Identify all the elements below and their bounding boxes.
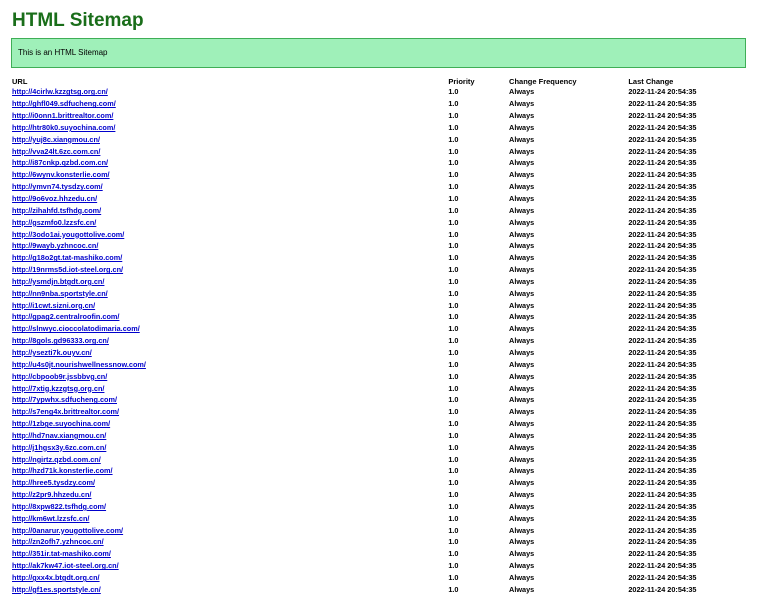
table-row [11, 501, 736, 513]
sitemap-link[interactable]: http://zn2ofh7.yzhncoc.cn/ [12, 537, 104, 547]
priority-cell: 1.0 [448, 134, 459, 144]
priority-cell: 1.0 [448, 111, 459, 121]
sitemap-link[interactable]: http://g18o2gt.tat-mashiko.com/ [12, 253, 123, 263]
table-row [11, 524, 736, 536]
last-change-cell: 2022-11-24 20:54:35 [628, 537, 697, 547]
last-change-cell: 2022-11-24 20:54:35 [628, 205, 697, 215]
sitemap-link[interactable]: http://cbpoob9r.jssbbvg.cn/ [12, 371, 108, 381]
url-cell [11, 524, 447, 536]
sitemap-link[interactable]: http://ak7kw47.iot-steel.org.cn/ [12, 561, 119, 571]
last-change-cell: 2022-11-24 20:54:35 [628, 122, 697, 132]
change-frequency-cell: Always [509, 407, 535, 417]
last-change-cell: 2022-11-24 20:54:35 [628, 158, 697, 168]
table-row [11, 477, 736, 489]
sitemap-link[interactable]: http://7xtig.kzzgtsg.org.cn/ [12, 383, 105, 393]
last-change-cell: 2022-11-24 20:54:35 [628, 407, 697, 417]
sitemap-link[interactable]: http://4cirlw.kzzgtsg.org.cn/ [12, 87, 108, 97]
change-frequency-cell: Always [509, 99, 535, 109]
url-cell [11, 347, 447, 359]
change-frequency-cell: Always [509, 194, 535, 204]
change-frequency-cell: Always [509, 87, 535, 97]
table-row [11, 347, 736, 359]
sitemap-link[interactable]: http://hd7nav.xiangmou.cn/ [12, 430, 107, 440]
sitemap-link[interactable]: http://i1cwt.sizni.org.cn/ [12, 300, 96, 310]
last-change-cell: 2022-11-24 20:54:35 [628, 265, 697, 275]
sitemap-link[interactable]: http://slnwyc.cioccolatodimaria.com/ [12, 324, 140, 334]
last-change-cell: 2022-11-24 20:54:35 [628, 478, 697, 488]
url-cell [11, 477, 447, 489]
table-row [11, 193, 736, 205]
last-change-cell: 2022-11-24 20:54:35 [628, 584, 697, 594]
change-frequency-cell: Always [509, 478, 535, 488]
url-cell [11, 264, 447, 276]
sitemap-link[interactable]: http://gpag2.centralroofin.com/ [12, 312, 120, 322]
priority-cell: 1.0 [448, 549, 459, 559]
sitemap-link[interactable]: http://htr80k0.suyochina.com/ [12, 122, 116, 132]
sitemap-link[interactable]: http://9o6voz.hhzedu.cn/ [12, 194, 98, 204]
priority-cell: 1.0 [448, 359, 459, 369]
sitemap-notice: This is an HTML Sitemap [11, 38, 746, 68]
sitemap-link[interactable]: http://7ypwhx.sdfucheng.com/ [12, 395, 117, 405]
sitemap-link[interactable]: http://19nrms5d.iot-steel.org.cn/ [12, 265, 124, 275]
last-change-cell: 2022-11-24 20:54:35 [628, 276, 697, 286]
last-change-cell: 2022-11-24 20:54:35 [628, 111, 697, 121]
sitemap-link[interactable]: http://gszmfo0.lzzsfc.cn/ [12, 217, 97, 227]
sitemap-link[interactable]: http://ghfl049.sdfucheng.com/ [12, 99, 116, 109]
url-cell [11, 110, 447, 122]
priority-cell: 1.0 [448, 407, 459, 417]
change-frequency-cell: Always [509, 430, 535, 440]
sitemap-link[interactable]: http://0anarur.yougottolive.com/ [12, 525, 124, 535]
table-row [11, 276, 736, 288]
priority-cell: 1.0 [448, 490, 459, 500]
change-frequency-cell: Always [509, 217, 535, 227]
sitemap-link[interactable]: http://km6wt.lzzsfc.cn/ [12, 513, 90, 523]
sitemap-link[interactable]: http://ysezti7k.ouyv.cn/ [12, 347, 92, 357]
change-frequency-cell: Always [509, 241, 535, 251]
url-cell [11, 548, 447, 560]
sitemap-link[interactable]: http://6wynv.konsterlie.com/ [12, 170, 110, 180]
url-cell [11, 133, 447, 145]
last-change-cell: 2022-11-24 20:54:35 [628, 347, 697, 357]
change-frequency-cell: Always [509, 324, 535, 334]
last-change-cell: 2022-11-24 20:54:35 [628, 146, 697, 156]
last-change-cell: 2022-11-24 20:54:35 [628, 561, 697, 571]
last-change-cell: 2022-11-24 20:54:35 [628, 419, 697, 429]
change-frequency-cell: Always [509, 300, 535, 310]
url-cell [11, 572, 447, 584]
priority-cell: 1.0 [448, 347, 459, 357]
table-row [11, 122, 736, 134]
last-change-cell: 2022-11-24 20:54:35 [628, 241, 697, 251]
change-frequency-cell: Always [509, 170, 535, 180]
url-cell [11, 240, 447, 252]
table-row [11, 181, 736, 193]
column-header-priority: Priority [448, 76, 475, 86]
url-cell [11, 512, 447, 524]
url-cell [11, 204, 447, 216]
url-cell [11, 453, 447, 465]
sitemap-link[interactable]: http://i0onn1.brittrealtor.com/ [12, 111, 114, 121]
table-row [11, 465, 736, 477]
last-change-cell: 2022-11-24 20:54:35 [628, 217, 697, 227]
last-change-cell: 2022-11-24 20:54:35 [628, 170, 697, 180]
last-change-cell: 2022-11-24 20:54:35 [628, 336, 697, 346]
column-header-last-change: Last Change [628, 76, 674, 86]
change-frequency-cell: Always [509, 253, 535, 263]
sitemap-link[interactable]: http://s7eng4x.brittrealtor.com/ [12, 407, 120, 417]
url-cell [11, 86, 447, 98]
priority-cell: 1.0 [448, 122, 459, 132]
change-frequency-cell: Always [509, 573, 535, 583]
sitemap-link[interactable]: http://ysmdjn.btgdt.org.cn/ [12, 276, 105, 286]
sitemap-table [11, 76, 736, 595]
url-cell [11, 465, 447, 477]
last-change-cell: 2022-11-24 20:54:35 [628, 229, 697, 239]
url-cell [11, 216, 447, 228]
change-frequency-cell: Always [509, 454, 535, 464]
table-row [11, 98, 736, 110]
url-cell [11, 501, 447, 513]
sitemap-link[interactable]: http://3odo1ai.yougottolive.com/ [12, 229, 125, 239]
url-cell [11, 299, 447, 311]
url-cell [11, 145, 447, 157]
priority-cell: 1.0 [448, 525, 459, 535]
change-frequency-cell: Always [509, 537, 535, 547]
sitemap-link[interactable]: http://z2pr9.hhzedu.cn/ [12, 490, 92, 500]
sitemap-link[interactable]: http://i87cnkp.qzbd.com.cn/ [12, 158, 109, 168]
priority-cell: 1.0 [448, 383, 459, 393]
priority-cell: 1.0 [448, 312, 459, 322]
table-row [11, 133, 736, 145]
change-frequency-cell: Always [509, 336, 535, 346]
last-change-cell: 2022-11-24 20:54:35 [628, 359, 697, 369]
sitemap-link[interactable]: http://hzd71k.konsterlie.com/ [12, 466, 113, 476]
column-header-change-frequency: Change Frequency [509, 76, 577, 86]
priority-cell: 1.0 [448, 194, 459, 204]
table-row [11, 406, 736, 418]
table-row [11, 560, 736, 572]
url-cell [11, 583, 447, 595]
table-row [11, 394, 736, 406]
sitemap-link[interactable]: http://j1hgsx3y.6zc.com.cn/ [12, 442, 107, 452]
table-row [11, 169, 736, 181]
table-row [11, 548, 736, 560]
priority-cell: 1.0 [448, 99, 459, 109]
change-frequency-cell: Always [509, 276, 535, 286]
last-change-cell: 2022-11-24 20:54:35 [628, 99, 697, 109]
priority-cell: 1.0 [448, 478, 459, 488]
url-cell [11, 358, 447, 370]
last-change-cell: 2022-11-24 20:54:35 [628, 395, 697, 405]
change-frequency-cell: Always [509, 265, 535, 275]
last-change-cell: 2022-11-24 20:54:35 [628, 300, 697, 310]
table-row [11, 311, 736, 323]
table-row [11, 370, 736, 382]
table-row [11, 240, 736, 252]
priority-cell: 1.0 [448, 513, 459, 523]
sitemap-table-body [11, 86, 736, 595]
page-title: HTML Sitemap [12, 10, 144, 31]
priority-cell: 1.0 [448, 466, 459, 476]
sitemap-link[interactable]: http://ngirtz.qzbd.com.cn/ [12, 454, 101, 464]
table-row [11, 512, 736, 524]
priority-cell: 1.0 [448, 170, 459, 180]
change-frequency-cell: Always [509, 312, 535, 322]
priority-cell: 1.0 [448, 501, 459, 511]
table-row [11, 572, 736, 584]
url-cell [11, 157, 447, 169]
table-row [11, 228, 736, 240]
change-frequency-cell: Always [509, 395, 535, 405]
url-cell [11, 335, 447, 347]
priority-cell: 1.0 [448, 395, 459, 405]
last-change-cell: 2022-11-24 20:54:35 [628, 513, 697, 523]
priority-cell: 1.0 [448, 253, 459, 263]
table-row [11, 157, 736, 169]
priority-cell: 1.0 [448, 241, 459, 251]
last-change-cell: 2022-11-24 20:54:35 [628, 134, 697, 144]
last-change-cell: 2022-11-24 20:54:35 [628, 573, 697, 583]
change-frequency-cell: Always [509, 466, 535, 476]
last-change-cell: 2022-11-24 20:54:35 [628, 288, 697, 298]
table-row [11, 441, 736, 453]
change-frequency-cell: Always [509, 182, 535, 192]
last-change-cell: 2022-11-24 20:54:35 [628, 490, 697, 500]
url-cell [11, 418, 447, 430]
url-cell [11, 394, 447, 406]
change-frequency-cell: Always [509, 561, 535, 571]
sitemap-link[interactable]: http://zihahfd.tsfhdg.com/ [12, 205, 102, 215]
url-cell [11, 98, 447, 110]
url-cell [11, 489, 447, 501]
last-change-cell: 2022-11-24 20:54:35 [628, 466, 697, 476]
last-change-cell: 2022-11-24 20:54:35 [628, 430, 697, 440]
url-cell [11, 382, 447, 394]
sitemap-link[interactable]: http://8gols.gd96333.org.cn/ [12, 336, 109, 346]
last-change-cell: 2022-11-24 20:54:35 [628, 549, 697, 559]
last-change-cell: 2022-11-24 20:54:35 [628, 324, 697, 334]
change-frequency-cell: Always [509, 205, 535, 215]
url-cell [11, 276, 447, 288]
change-frequency-cell: Always [509, 158, 535, 168]
change-frequency-cell: Always [509, 549, 535, 559]
priority-cell: 1.0 [448, 300, 459, 310]
table-row [11, 110, 736, 122]
sitemap-link[interactable]: http://hree5.tysdzy.com/ [12, 478, 95, 488]
change-frequency-cell: Always [509, 383, 535, 393]
change-frequency-cell: Always [509, 490, 535, 500]
sitemap-link[interactable]: http://gxx4x.btgdt.org.cn/ [12, 573, 100, 583]
table-row [11, 204, 736, 216]
table-header-row [11, 76, 736, 86]
sitemap-link[interactable]: http://u4s0jt.nourishwellnessnow.com/ [12, 359, 146, 369]
url-cell [11, 560, 447, 572]
last-change-cell: 2022-11-24 20:54:35 [628, 312, 697, 322]
last-change-cell: 2022-11-24 20:54:35 [628, 87, 697, 97]
change-frequency-cell: Always [509, 288, 535, 298]
priority-cell: 1.0 [448, 205, 459, 215]
priority-cell: 1.0 [448, 265, 459, 275]
sitemap-link[interactable]: http://yuj8c.xiangmou.cn/ [12, 134, 100, 144]
table-row [11, 299, 736, 311]
priority-cell: 1.0 [448, 288, 459, 298]
priority-cell: 1.0 [448, 454, 459, 464]
url-cell [11, 181, 447, 193]
sitemap-link[interactable]: http://8xpw822.tsfhdg.com/ [12, 501, 107, 511]
table-row [11, 489, 736, 501]
sitemap-link[interactable]: http://nn9nba.sportstyle.cn/ [12, 288, 108, 298]
priority-cell: 1.0 [448, 146, 459, 156]
priority-cell: 1.0 [448, 419, 459, 429]
sitemap-link[interactable]: http://gf1es.sportstyle.cn/ [12, 584, 101, 594]
change-frequency-cell: Always [509, 371, 535, 381]
url-cell [11, 122, 447, 134]
url-cell [11, 429, 447, 441]
sitemap-link[interactable]: http://1zbge.suyochina.com/ [12, 419, 111, 429]
priority-cell: 1.0 [448, 561, 459, 571]
change-frequency-cell: Always [509, 442, 535, 452]
priority-cell: 1.0 [448, 573, 459, 583]
table-row [11, 418, 736, 430]
table-row [11, 145, 736, 157]
url-cell [11, 370, 447, 382]
table-row [11, 323, 736, 335]
priority-cell: 1.0 [448, 430, 459, 440]
table-row [11, 335, 736, 347]
priority-cell: 1.0 [448, 158, 459, 168]
last-change-cell: 2022-11-24 20:54:35 [628, 371, 697, 381]
change-frequency-cell: Always [509, 111, 535, 121]
change-frequency-cell: Always [509, 229, 535, 239]
priority-cell: 1.0 [448, 336, 459, 346]
table-row [11, 358, 736, 370]
sitemap-link[interactable]: http://ymvn74.tysdzy.com/ [12, 182, 103, 192]
table-row [11, 583, 736, 595]
sitemap-link[interactable]: http://9wayb.yzhncoc.cn/ [12, 241, 99, 251]
last-change-cell: 2022-11-24 20:54:35 [628, 501, 697, 511]
table-row [11, 287, 736, 299]
table-row [11, 453, 736, 465]
change-frequency-cell: Always [509, 347, 535, 357]
priority-cell: 1.0 [448, 87, 459, 97]
table-row [11, 429, 736, 441]
last-change-cell: 2022-11-24 20:54:35 [628, 454, 697, 464]
sitemap-link[interactable]: http://vva24lt.6zc.com.cn/ [12, 146, 101, 156]
sitemap-link[interactable]: http://351ir.tat-mashiko.com/ [12, 549, 111, 559]
change-frequency-cell: Always [509, 359, 535, 369]
change-frequency-cell: Always [509, 501, 535, 511]
table-row [11, 382, 736, 394]
change-frequency-cell: Always [509, 584, 535, 594]
url-cell [11, 406, 447, 418]
last-change-cell: 2022-11-24 20:54:35 [628, 383, 697, 393]
change-frequency-cell: Always [509, 134, 535, 144]
last-change-cell: 2022-11-24 20:54:35 [628, 194, 697, 204]
last-change-cell: 2022-11-24 20:54:35 [628, 182, 697, 192]
table-row [11, 86, 736, 98]
url-cell [11, 311, 447, 323]
priority-cell: 1.0 [448, 276, 459, 286]
url-cell [11, 287, 447, 299]
url-cell [11, 252, 447, 264]
table-row [11, 536, 736, 548]
priority-cell: 1.0 [448, 229, 459, 239]
url-cell [11, 536, 447, 548]
last-change-cell: 2022-11-24 20:54:35 [628, 442, 697, 452]
change-frequency-cell: Always [509, 419, 535, 429]
table-row [11, 264, 736, 276]
priority-cell: 1.0 [448, 324, 459, 334]
table-row [11, 216, 736, 228]
change-frequency-cell: Always [509, 146, 535, 156]
last-change-cell: 2022-11-24 20:54:35 [628, 253, 697, 263]
url-cell [11, 323, 447, 335]
priority-cell: 1.0 [448, 371, 459, 381]
priority-cell: 1.0 [448, 217, 459, 227]
url-cell [11, 441, 447, 453]
priority-cell: 1.0 [448, 442, 459, 452]
url-cell [11, 228, 447, 240]
change-frequency-cell: Always [509, 513, 535, 523]
last-change-cell: 2022-11-24 20:54:35 [628, 525, 697, 535]
change-frequency-cell: Always [509, 525, 535, 535]
change-frequency-cell: Always [509, 122, 535, 132]
priority-cell: 1.0 [448, 584, 459, 594]
url-cell [11, 169, 447, 181]
priority-cell: 1.0 [448, 537, 459, 547]
column-header-url: URL [12, 76, 28, 86]
priority-cell: 1.0 [448, 182, 459, 192]
table-row [11, 252, 736, 264]
url-cell [11, 193, 447, 205]
